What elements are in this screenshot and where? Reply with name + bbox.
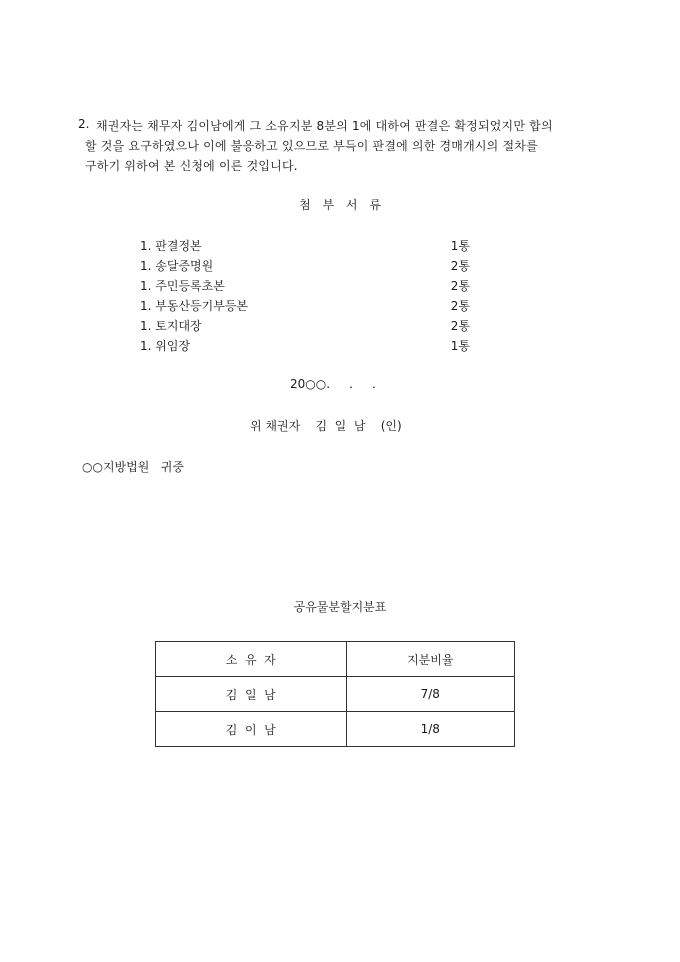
attachment-item bbox=[140, 256, 470, 276]
ratio-cell: 1/8 bbox=[346, 712, 515, 747]
paragraph-line-1: 채권자는 채무자 김이남에게 그 소유지분 8분의 1에 대하여 판결은 확정되었지만 합의 bbox=[96, 119, 553, 133]
attachment-item bbox=[140, 236, 470, 256]
attachment-name: 1. 부동산등기부등본 bbox=[140, 299, 249, 313]
attachment-name: 1. 토지대장 bbox=[140, 319, 202, 333]
owner-cell: 김 일 남 bbox=[156, 677, 347, 712]
attachment-item bbox=[140, 336, 470, 356]
attachment-count: 1통 bbox=[450, 239, 470, 253]
attachment-count: 1통 bbox=[450, 339, 470, 353]
owner-cell: 김 이 남 bbox=[156, 712, 347, 747]
attachment-item bbox=[140, 296, 470, 316]
attachment-name: 1. 판결정본 bbox=[140, 239, 202, 253]
table-header-row bbox=[156, 642, 515, 677]
ratio-header: 지분비율 bbox=[346, 642, 515, 677]
attachment-count: 2통 bbox=[450, 279, 470, 293]
attachment-name: 1. 위임장 bbox=[140, 339, 191, 353]
share-table bbox=[155, 641, 515, 747]
paragraph-number: 2. bbox=[78, 117, 90, 131]
paragraph-line-3: 구하기 위하여 본 신청에 이른 것입니다. bbox=[85, 159, 298, 173]
ratio-cell: 7/8 bbox=[346, 677, 515, 712]
attachment-item bbox=[140, 276, 470, 296]
share-table-title: 공유물분할지분표 bbox=[293, 600, 387, 614]
attachment-name: 1. 송달증명원 bbox=[140, 259, 214, 273]
attachment-count: 2통 bbox=[450, 299, 470, 313]
creditor-signature-line: 위 채권자 김 일 남 (인) bbox=[250, 419, 402, 433]
filing-date: 20○○. . . bbox=[290, 377, 376, 391]
attachments-title: 첨 부 서 류 bbox=[299, 198, 381, 212]
court-addressee: ○○지방법원 귀중 bbox=[82, 460, 184, 474]
table-row bbox=[156, 712, 515, 747]
owner-header: 소 유 자 bbox=[156, 642, 347, 677]
attachment-item bbox=[140, 316, 470, 336]
attachments-list bbox=[140, 236, 470, 356]
table-row bbox=[156, 677, 515, 712]
attachment-count: 2통 bbox=[450, 319, 470, 333]
attachment-count: 2통 bbox=[450, 259, 470, 273]
attachment-name: 1. 주민등록초본 bbox=[140, 279, 225, 293]
paragraph-line-2: 할 것을 요구하였으나 이에 불응하고 있으므로 부득이 판결에 의한 경매개시의 절차를 bbox=[85, 139, 538, 153]
